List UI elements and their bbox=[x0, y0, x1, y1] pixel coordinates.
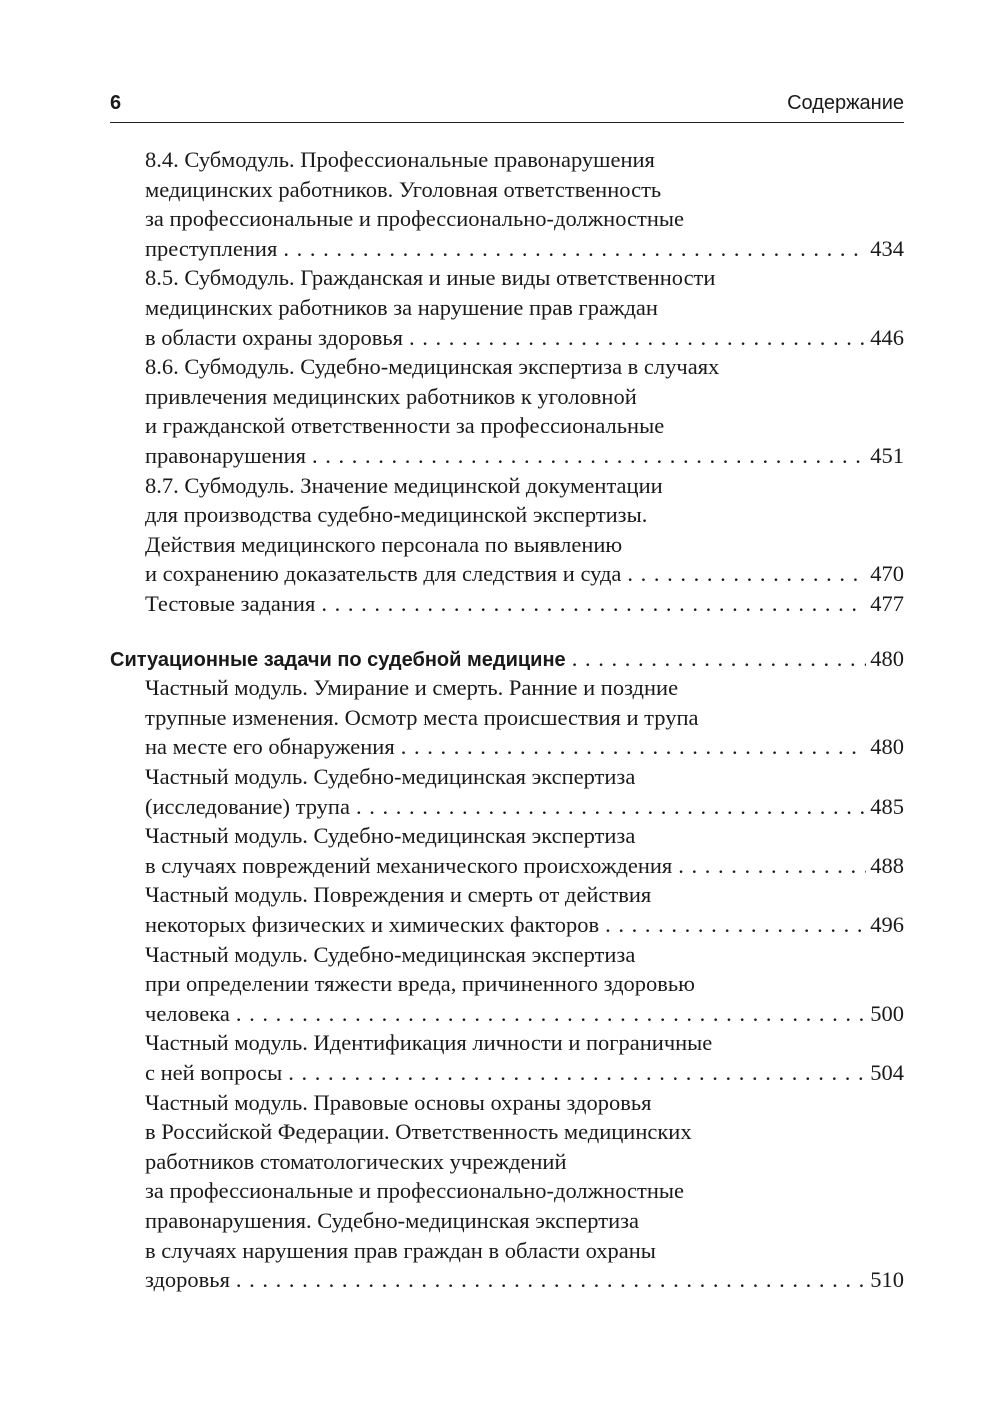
toc-line bbox=[145, 673, 904, 703]
toc-entry-text: Частный модуль. Правовые основы охраны здоровья bbox=[145, 1089, 652, 1115]
toc-line bbox=[145, 1236, 904, 1266]
toc-entry-text: на месте его обнаружения bbox=[145, 734, 395, 760]
toc-line bbox=[145, 1265, 904, 1295]
dot-leader bbox=[288, 1058, 866, 1088]
toc-line bbox=[145, 792, 904, 822]
toc-line bbox=[145, 145, 904, 175]
toc-entry-text: Ситуационные задачи по судебной медицине bbox=[110, 648, 566, 671]
toc-line bbox=[145, 293, 904, 323]
toc-line bbox=[145, 204, 904, 234]
toc-page-number: 480 bbox=[870, 734, 904, 760]
toc-line bbox=[145, 471, 904, 501]
toc-entry-text: Частный модуль. Судебно-медицинская экспертиза bbox=[145, 941, 636, 967]
running-title: Содержание bbox=[787, 92, 904, 114]
toc-entry-text: в случаях повреждений механического происхождения bbox=[145, 852, 673, 878]
dot-leader bbox=[321, 589, 866, 619]
toc-entry-text: (исследование) трупа bbox=[145, 793, 350, 819]
toc-line bbox=[145, 703, 904, 733]
toc-page-number: 510 bbox=[870, 1267, 904, 1293]
toc-entry-text: правонарушения. Судебно-медицинская экспертиза bbox=[145, 1208, 639, 1233]
toc-page-number: 496 bbox=[870, 912, 904, 937]
toc-line bbox=[145, 1028, 904, 1058]
toc-line bbox=[145, 500, 904, 530]
toc-entry-text: 8.6. Субмодуль. Судебно-медицинская экспертиза в случаях bbox=[145, 354, 720, 380]
toc-line bbox=[145, 352, 904, 382]
toc-page-number: 504 bbox=[870, 1060, 904, 1085]
toc-line bbox=[145, 175, 904, 205]
toc-entry-text: и гражданской ответственности за профессиональные bbox=[145, 413, 665, 439]
dot-leader bbox=[283, 234, 866, 264]
toc-line bbox=[145, 851, 904, 881]
dot-leader bbox=[356, 792, 866, 822]
toc-entry-text: Частный модуль. Идентификация личности и пограничные bbox=[145, 1030, 713, 1056]
toc-page-number: 488 bbox=[870, 852, 904, 878]
dot-leader bbox=[627, 559, 866, 589]
toc-entry-text: для производства судебно-медицинской экспертизы. bbox=[145, 502, 648, 528]
toc-line bbox=[145, 234, 904, 264]
dot-leader bbox=[409, 323, 866, 353]
toc-line bbox=[145, 880, 904, 910]
toc-entry-text: в случаях нарушения прав граждан в области охраны bbox=[145, 1237, 656, 1263]
dot-leader bbox=[572, 644, 867, 674]
dot-leader bbox=[236, 1265, 866, 1295]
toc-entry-text: в Российской Федерации. Ответственность медицинских bbox=[145, 1119, 692, 1145]
toc-entry-text: медицинских работников. Уголовная ответственность bbox=[145, 176, 662, 202]
dot-leader bbox=[605, 910, 866, 940]
dot-leader bbox=[401, 732, 867, 762]
toc-entry-text: привлечения медицинских работников к уголовной bbox=[145, 383, 637, 409]
toc-entry-text: некоторых физических и химических факторов bbox=[145, 912, 600, 937]
toc-line bbox=[110, 644, 904, 674]
toc-entry-text: преступления bbox=[145, 235, 278, 261]
toc-entry-text: человека bbox=[145, 1000, 230, 1026]
toc-line bbox=[145, 382, 904, 412]
toc-page-number: 470 bbox=[870, 561, 904, 587]
toc-page-number: 480 bbox=[870, 645, 904, 671]
dot-leader bbox=[678, 851, 866, 881]
toc-page-number: 434 bbox=[870, 235, 904, 261]
toc-entry-text: за профессиональные и профессионально-должностные bbox=[145, 1178, 685, 1204]
toc-entry-text: Частный модуль. Умирание и смерть. Ранние и поздние bbox=[145, 675, 679, 701]
toc-entry-text: медицинских работников за нарушение прав граждан bbox=[145, 295, 658, 320]
toc-page-number: 451 bbox=[870, 443, 904, 468]
toc-entry-text: Действия медицинского персонала по выявлению bbox=[145, 531, 623, 557]
toc-entry-text: работников стоматологических учреждений bbox=[145, 1148, 567, 1174]
toc-page-number: 485 bbox=[870, 793, 904, 819]
toc-line bbox=[145, 1117, 904, 1147]
toc-line bbox=[145, 441, 904, 471]
toc-entry-text: и сохранению доказательств для следствия и суда bbox=[145, 561, 622, 587]
toc-entry-text: Частный модуль. Судебно-медицинская экспертиза bbox=[145, 764, 636, 789]
toc-entry-text: Частный модуль. Повреждения и смерть от действия bbox=[145, 882, 652, 908]
toc-line bbox=[145, 732, 904, 762]
dot-leader bbox=[236, 999, 866, 1029]
toc-page-number: 500 bbox=[870, 1000, 904, 1026]
toc-page-number: 446 bbox=[870, 324, 904, 350]
toc-line bbox=[145, 940, 904, 970]
toc-line bbox=[145, 263, 904, 293]
toc-entry-text: с ней вопросы bbox=[145, 1060, 283, 1085]
toc-line bbox=[145, 530, 904, 560]
toc-line bbox=[145, 910, 904, 940]
toc-entry-text: правонарушения bbox=[145, 443, 306, 468]
toc-entry-text: трупные изменения. Осмотр места происшествия и трупа bbox=[145, 704, 699, 730]
toc-entry-text: Частный модуль. Судебно-медицинская экспертиза bbox=[145, 823, 636, 849]
toc-entry-text: в области охраны здоровья bbox=[145, 324, 403, 350]
toc-line bbox=[145, 589, 904, 619]
page-number: 6 bbox=[110, 92, 122, 114]
toc-entry-text: здоровья bbox=[145, 1267, 230, 1293]
toc-entry-text: при определении тяжести вреда, причиненного здоровью bbox=[145, 971, 695, 997]
toc-line bbox=[145, 999, 904, 1029]
dot-leader bbox=[312, 441, 866, 471]
toc-line bbox=[145, 323, 904, 353]
toc-line bbox=[145, 1058, 904, 1088]
toc-line bbox=[145, 1088, 904, 1118]
toc-entry-text: за профессиональные и профессионально-должностные bbox=[145, 206, 685, 232]
toc-page-number: 477 bbox=[870, 591, 904, 616]
toc-line bbox=[145, 559, 904, 589]
toc-entry-text: 8.5. Субмодуль. Гражданская и иные виды ответственности bbox=[145, 265, 716, 291]
toc-entry-text: Тестовые задания bbox=[145, 591, 316, 616]
toc-entry-text: 8.7. Субмодуль. Значение медицинской документации bbox=[145, 472, 663, 498]
toc-line bbox=[145, 821, 904, 851]
page-header bbox=[110, 92, 904, 123]
toc-line bbox=[145, 1147, 904, 1177]
toc-entry-text: 8.4. Субмодуль. Профессиональные правонарушения bbox=[145, 147, 655, 172]
toc-line bbox=[145, 1176, 904, 1206]
toc-line bbox=[145, 1206, 904, 1236]
toc-line bbox=[145, 411, 904, 441]
toc-line bbox=[145, 969, 904, 999]
toc-line bbox=[145, 762, 904, 792]
